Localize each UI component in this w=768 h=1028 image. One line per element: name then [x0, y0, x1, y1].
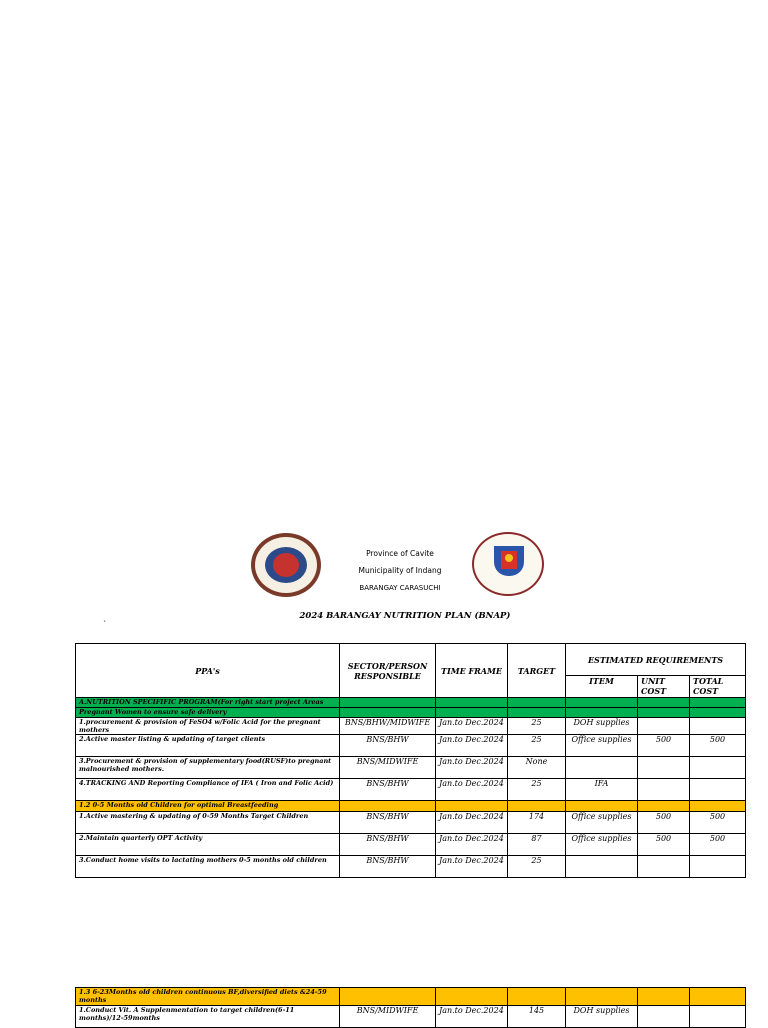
row-sector: BNS/BHW	[340, 834, 436, 856]
header-time-frame: TIME FRAME	[436, 644, 508, 698]
section-a-title: A.NUTRITION SPECIFIFIC PROGRAM(For right start project Areas	[76, 698, 340, 708]
row-unit: 500	[638, 834, 690, 856]
municipality-label: Municipality of Indang	[358, 566, 442, 575]
row-time: Jan.to Dec.2024	[436, 1006, 508, 1028]
section-a-subtitle: Pregnant Women to ensure safe delivery	[76, 708, 340, 718]
row-unit	[638, 779, 690, 801]
table-row	[76, 856, 746, 878]
row-time: Jan.to Dec.2024	[436, 856, 508, 878]
row-time: Jan.to Dec.2024	[436, 834, 508, 856]
row-ppa: 1.procurement & provision of FeSO4 w/Folic Acid for the pregnant mothers	[76, 718, 340, 735]
row-sector: BNS/BHW	[340, 812, 436, 834]
header-target: TARGET	[508, 644, 566, 698]
row-unit: 500	[638, 812, 690, 834]
row-ppa: 4.TRACKING AND Reporting Compliance of IFA ( Iron and Folic Acid)	[76, 779, 340, 801]
nutrition-plan-table-continued	[75, 987, 746, 1028]
row-unit	[638, 1006, 690, 1028]
row-ppa: 3.Procurement & provision of supplementary food(RUSF)to pregnant malnourished mothers.	[76, 757, 340, 779]
row-unit	[638, 856, 690, 878]
row-time: Jan.to Dec.2024	[436, 779, 508, 801]
province-label: Province of Cavite	[366, 549, 434, 558]
row-sector: BNS/BHW	[340, 735, 436, 757]
row-item: Office supplies	[566, 834, 638, 856]
table-row	[76, 812, 746, 834]
barangay-seal-logo	[251, 533, 321, 597]
row-sector: BNS/MIDWIFE	[340, 757, 436, 779]
header-item: ITEM	[566, 676, 638, 698]
row-sector: BNS/BHW	[340, 856, 436, 878]
stray-mark: `	[103, 620, 107, 629]
row-time: Jan.to Dec.2024	[436, 718, 508, 735]
row-total	[690, 779, 746, 801]
row-total: 500	[690, 812, 746, 834]
table-row	[76, 779, 746, 801]
header-unit-cost: UNIT COST	[638, 676, 690, 698]
row-item: Office supplies	[566, 812, 638, 834]
row-item: DOH supplies	[566, 1006, 638, 1028]
row-target: 25	[508, 856, 566, 878]
municipality-seal-logo	[472, 532, 544, 596]
row-total: 500	[690, 834, 746, 856]
section-1-3-title: 1.3 6-23Months old children continuous BF,diversified diets &24-59 months	[76, 988, 340, 1006]
row-unit	[638, 757, 690, 779]
row-ppa: 3.Conduct home visits to lactating mothers 0-5 months old children	[76, 856, 340, 878]
nutrition-plan-table	[75, 643, 746, 878]
section-1-2-title: 1.2 0-5 Months old Children for optimal Breastfeeding	[76, 801, 340, 812]
row-target: 87	[508, 834, 566, 856]
row-total	[690, 718, 746, 735]
row-unit: 500	[638, 735, 690, 757]
header-sector: SECTOR/PERSON RESPONSIBLE	[340, 644, 436, 698]
row-time: Jan.to Dec.2024	[436, 757, 508, 779]
row-target: 25	[508, 779, 566, 801]
row-ppa: 2.Active master listing & updating of target clients	[76, 735, 340, 757]
table-row	[76, 735, 746, 757]
table-row	[76, 718, 746, 735]
row-total: 500	[690, 735, 746, 757]
row-target: 145	[508, 1006, 566, 1028]
row-total	[690, 1006, 746, 1028]
row-target: None	[508, 757, 566, 779]
row-sector: BNS/BHW/MIDWIFE	[340, 718, 436, 735]
header-estimated-requirements: ESTIMATED REQUIREMENTS	[566, 644, 746, 676]
row-time: Jan.to Dec.2024	[436, 812, 508, 834]
row-total	[690, 757, 746, 779]
row-sector: BNS/MIDWIFE	[340, 1006, 436, 1028]
row-ppa: 1.Conduct Vit. A Supplenmentation to target children(6-11 months)/12-59months	[76, 1006, 340, 1028]
row-sector: BNS/BHW	[340, 779, 436, 801]
row-item	[566, 757, 638, 779]
table-row	[76, 834, 746, 856]
row-ppa: 2.Maintain quarterly OPT Activity	[76, 834, 340, 856]
row-total	[690, 856, 746, 878]
table-row	[76, 757, 746, 779]
row-item	[566, 856, 638, 878]
header-ppas: PPA's	[76, 644, 340, 698]
row-target: 25	[508, 735, 566, 757]
row-time: Jan.to Dec.2024	[436, 735, 508, 757]
row-item: IFA	[566, 779, 638, 801]
header-total-cost: TOTAL COST	[690, 676, 746, 698]
row-target: 25	[508, 718, 566, 735]
row-item: DOH supplies	[566, 718, 638, 735]
row-target: 174	[508, 812, 566, 834]
row-item: Office supplies	[566, 735, 638, 757]
barangay-label: BARANGAY CARASUCHI	[359, 584, 441, 592]
table-row	[76, 1006, 746, 1028]
row-ppa: 1.Active mastering & updating of 0-59 Months Target Children	[76, 812, 340, 834]
row-unit	[638, 718, 690, 735]
plan-title: 2024 BARANGAY NUTRITION PLAN (BNAP)	[299, 611, 511, 621]
